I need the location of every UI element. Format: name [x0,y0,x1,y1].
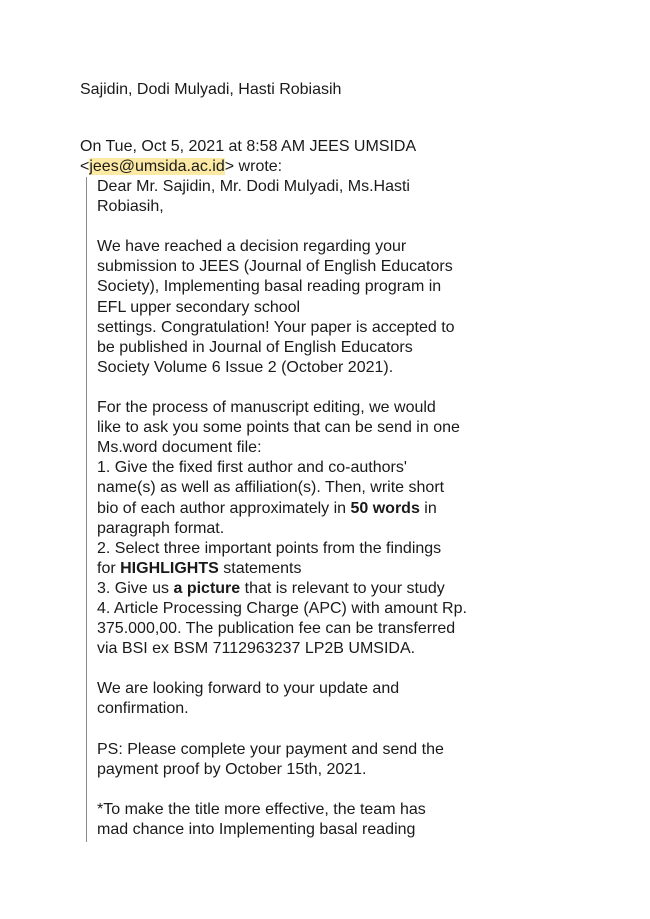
greeting-line: Dear Mr. Sajidin, Mr. Dodi Mulyadi, Ms.Hasti [97,178,410,195]
ps-line: PS: Please complete your payment and send the [97,740,444,758]
sender-email-link[interactable]: jees@umsida.ac.id [89,158,225,175]
item1-line: 1. Give the fixed first author and co-authors' [97,459,407,477]
item2-line: 2. Select three important points from the findings [97,539,442,557]
item2-text: statements [218,559,302,577]
item1-line [97,499,517,519]
decision-line: settings. Congratulation! Your paper is accepted to [97,318,455,336]
decision-line: submission to JEES (Journal of English Educators [97,258,453,276]
forward-line: confirmation. [97,700,189,718]
forward-paragraph [97,679,517,719]
recipients-line: Sajidin, Dodi Mulyadi, Hasti Robiasih [80,81,342,98]
process-intro-line: like to ask you some points that can be send in one [97,419,460,437]
wrote-label: > wrote: [224,158,283,175]
process-intro-line: For the process of manuscript editing, we would [97,399,436,417]
title-note-line: *To make the title more effective, the team has [97,800,426,818]
process-intro-line: Ms.word document file: [97,439,262,457]
ps-paragraph [97,740,517,780]
item4-line: 375.000,00. The publication fee can be transferred [97,620,456,638]
item3-text: 3. Give us [97,579,174,597]
decision-line: Society Volume 6 Issue 2 (October 2021). [97,358,394,376]
item1-text: in [419,499,437,517]
quote-sender-email-line [80,157,560,177]
item3-text: that is relevant to your study [240,579,445,597]
greeting-line: Robiasih, [97,198,164,216]
ps-line: payment proof by October 15th, 2021. [97,760,367,778]
item4-line: 4. Article Processing Charge (APC) with amount Rp. [97,599,467,617]
email-open-bracket: < [80,158,90,175]
picture-bold: a picture [173,579,241,597]
title-note-paragraph [97,800,517,840]
item2-line [97,559,517,579]
decision-line: Society), Implementing basal reading program in [97,278,442,296]
item4-line: via BSI ex BSM 7112963237 LP2B UMSIDA. [97,640,416,658]
title-note-line: mad chance into Implementing basal reading [97,821,416,838]
quote-date-sender: On Tue, Oct 5, 2021 at 8:58 AM JEES UMSIDA [80,138,417,155]
item1-line: paragraph format. [97,519,225,537]
item1-line: name(s) as well as affiliation(s). Then, write short [97,479,445,497]
decision-paragraph [97,237,517,378]
item2-text: for [97,559,121,577]
highlights-bold: HIGHLIGHTS [120,559,219,577]
item3-line [97,579,517,599]
quote-header [80,137,560,177]
quoted-message-body [86,177,517,842]
editing-instructions-paragraph [97,398,517,659]
decision-line: be published in Journal of English Educators [97,338,413,356]
forward-line: We are looking forward to your update and [97,680,400,698]
greeting-paragraph [97,177,517,217]
word-count-bold: 50 words [350,499,420,517]
item1-text: bio of each author approximately in [97,499,351,517]
decision-line: We have reached a decision regarding your [97,238,407,256]
decision-line: EFL upper secondary school [97,298,301,316]
